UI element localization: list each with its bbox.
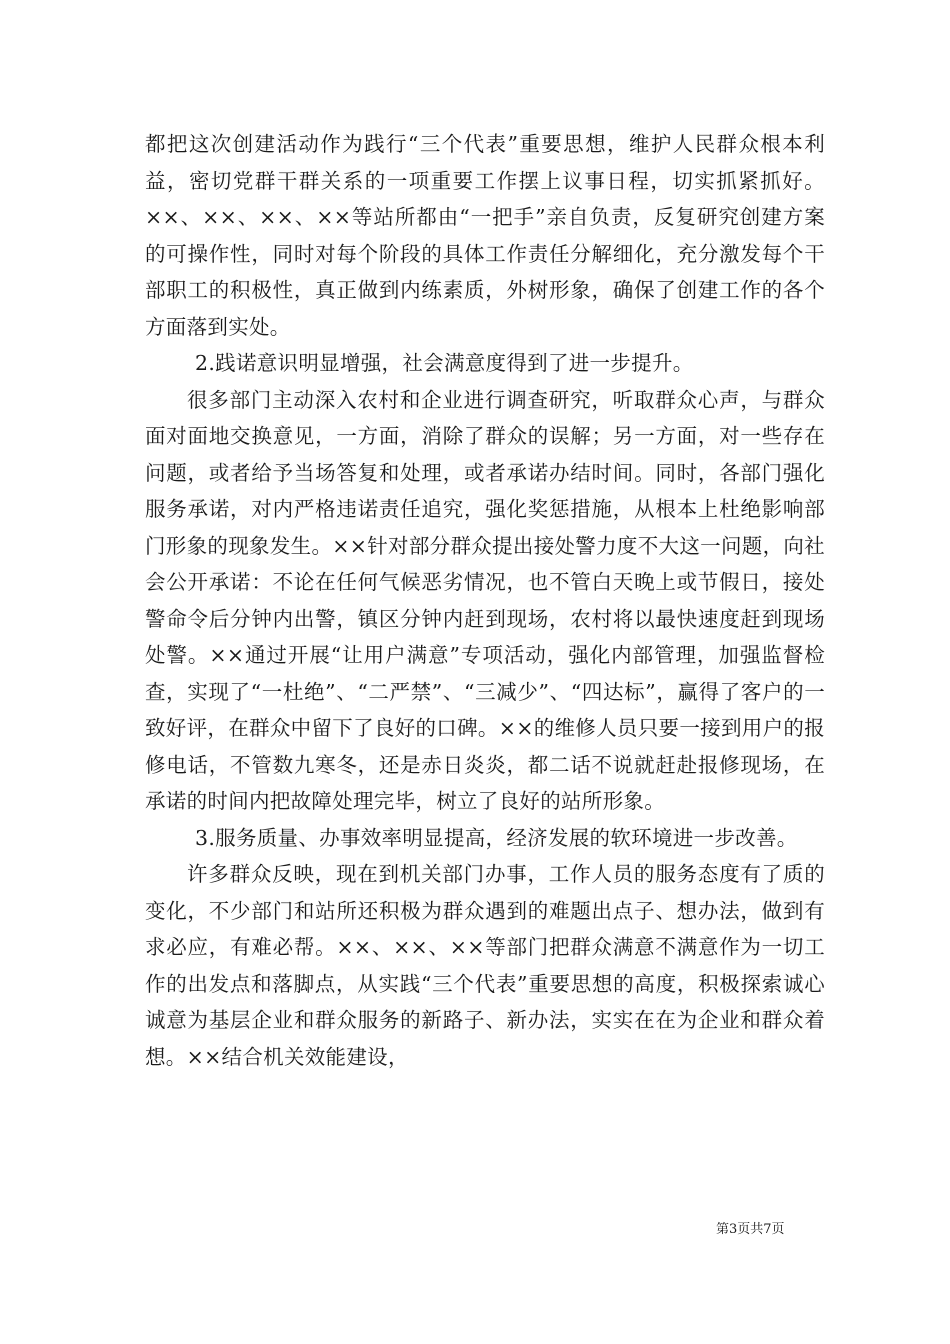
section-heading-3: 3.服务质量、办事效率明显提高，经济发展的软环境进一步改善。 — [195, 825, 798, 850]
paragraph-body: 许多群众反映，现在到机关部门办事，工作人员的服务态度有了质的变化，不少部门和站所还积极为群众遇到的难题出点子、想办法，做到有求必应，有难必帮。××、××、××等部门把群众满意不满意作为一切工作的出发点和落脚点，从实践“三个代表”重要思想的高度，积极探索诚心诚意为基层企业和群众服务的新路子、新办法，实实在在为企业和群众着想。××结合机关效能建设， — [145, 862, 825, 1069]
document-body — [145, 126, 825, 1075]
paragraph-body: 很多部门主动深入农村和企业进行调查研究，听取群众心声，与群众面对面地交换意见，一方面，消除了群众的误解；另一方面，对一些存在问题，或者给予当场答复和处理，或者承诺办结时间。同时，各部门强化服务承诺，对内严格违诺责任追究，强化奖惩措施，从根本上杜绝影响部门形象的现象发生。××针对部分群众提出接处警力度不大这一问题，向社会公开承诺：不论在任何气候恶劣情况，也不管白天晚上或节假日，接处警命令后分钟内出警，镇区分钟内赶到现场，农村将以最快速度赶到现场处警。××通过开展“让用户满意”专项活动，强化内部管理，加强监督检查，实现了“一杜绝”、“二严禁”、“三减少”、“四达标”，赢得了客户的一致好评，在群众中留下了良好的口碑。××的维修人员只要一接到用户的报修电话，不管数九寒冬，还是赤日炎炎，都二话不说就赶赴报修现场，在承诺的时间内把故障处理完毕，树立了良好的站所形象。 — [145, 387, 825, 813]
page-number-footer: 第3页共7页 — [716, 1222, 785, 1237]
paragraph-continued: 都把这次创建活动作为践行“三个代表”重要思想，维护人民群众根本利益，密切党群干群关系的一项重要工作摆上议事日程，切实抓紧抓好。××、××、××、××等站所都由“一把手”亲自负责，反复研究创建方案的可操作性，同时对每个阶段的具体工作责任分解细化，充分激发每个干部职工的积极性，真正做到内练素质，外树形象，确保了创建工作的各个方面落到实处。 — [145, 132, 825, 339]
section-heading-2: 2.践诺意识明显增强，社会满意度得到了进一步提升。 — [195, 351, 694, 375]
